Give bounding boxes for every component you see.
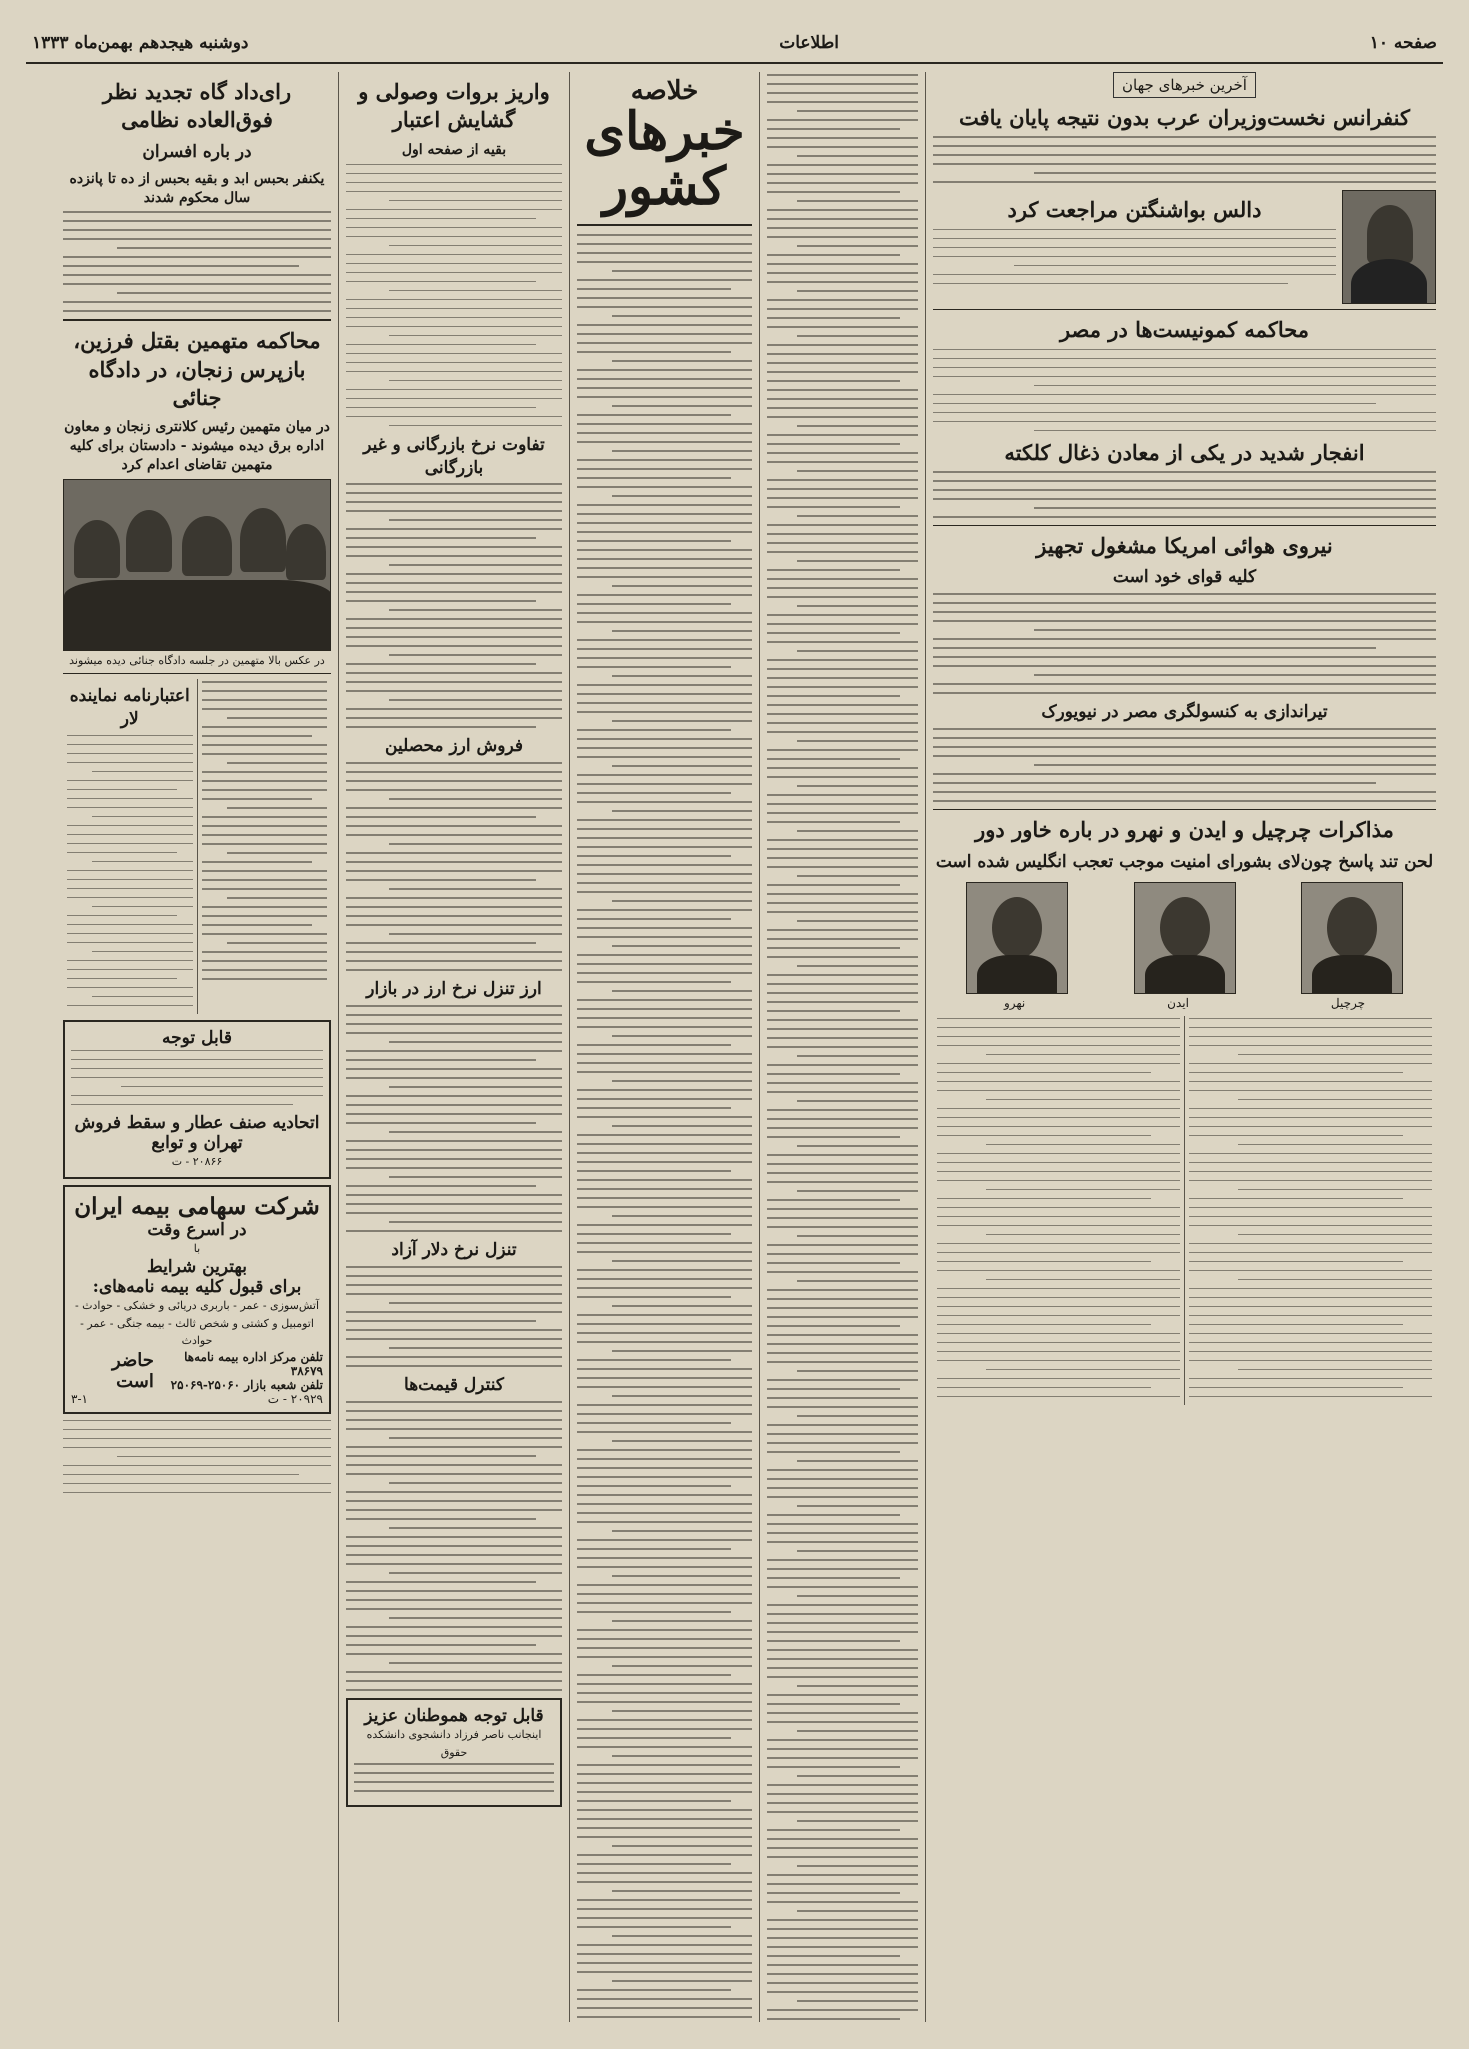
court-photo-caption: در عکس بالا متهمین در جلسه دادگاه جنائی دیده میشوند	[69, 654, 325, 668]
page-number: صفحه ۱۰	[1369, 33, 1437, 53]
insurance-company-name: شرکت سهامی بیمه ایران	[74, 1192, 320, 1220]
court-photo	[63, 479, 331, 651]
notice-compatriots-text: اینجانب ناصر فرزاد دانشجوی دانشکده حقوق	[366, 1728, 542, 1759]
article-body	[933, 593, 1436, 694]
paper-name: اطلاعات	[779, 33, 839, 53]
article-body	[767, 74, 918, 2022]
article-body	[933, 229, 1336, 285]
name-nehru: نهرو	[1003, 995, 1026, 1010]
headline-currency-drop: ارز تنزل نرخ ارز در بازار	[366, 979, 542, 1000]
headline-far-east-talks: مذاکرات چرچیل و ایدن و نهرو در باره خاور دور	[975, 817, 1394, 843]
notice-compatriots-title: قابل توجه هموطنان عزیز	[364, 1706, 544, 1727]
headline-bills-credit-sub: بقیه از صفحه اول	[401, 141, 507, 158]
headline-dulles-returns: دالس بواشنگتن مراجعت کرد	[1007, 197, 1262, 223]
article-body	[63, 211, 331, 312]
headline-us-air-force: نیروی هوائی امریکا مشغول تجهیز	[1036, 533, 1333, 559]
notice-herbalists-title: قابل توجه	[162, 1027, 232, 1048]
headline-egypt-communists: محاکمه کمونیست‌ها در مصر	[1059, 317, 1310, 343]
headline-military-court: رای‌داد گاه تجدید نظر فوق‌العاده نظامی	[102, 79, 292, 133]
insurance-line2: با	[193, 1241, 201, 1255]
article-body	[346, 483, 562, 728]
article-body	[933, 728, 1436, 802]
insurance-types: آتش‌سوزی - عمر - باربری دریائی و خشکی - حوادث - اتومبیل و کشتی و شخص ثالث - بیمه جنگی - عمر - حوادث	[74, 1299, 320, 1348]
headline-military-court-sub: در باره افسران	[142, 141, 252, 162]
headline-lar-deputy: اعتبارنامه نماینده لار	[69, 686, 190, 730]
headline-arab-conference: کنفرانس نخست‌وزیران عرب بدون نتیجه پایان یافت	[958, 105, 1411, 130]
article-body	[933, 349, 1436, 432]
masthead	[26, 30, 1443, 64]
far-east-article	[933, 1016, 1436, 1405]
insurance-ready: حاضر است	[112, 1349, 154, 1392]
insurance-code: ۲۰۹۲۹ - ت	[267, 1391, 323, 1406]
headline-military-court-sub2: یکنفر بحبس ابد و بقیه بحبس از ده تا پانزده سال محکوم شدند	[69, 170, 325, 206]
headline-dollar-drop: تنزل نرخ دلار آزاد	[391, 1240, 517, 1261]
column-currency	[338, 72, 569, 2022]
article-body	[346, 1266, 562, 1367]
headline-rate-difference: تفاوت نرخ بازرگانی و غیر بازرگانی	[363, 434, 545, 478]
insurance-phone-main: تلفن مرکز اداره بیمه نامه‌ها ۳۸۶۷۹	[184, 1349, 323, 1378]
insurance-phone-bazaar: تلفن شعبه بازار ۲۵۰۶۰-۲۵۰۶۹	[170, 1377, 323, 1392]
portrait-eden	[1134, 882, 1236, 994]
insurance-ad	[63, 1185, 331, 1414]
name-eden: ایدن	[1167, 995, 1189, 1010]
name-churchill: چرچیل	[1330, 995, 1366, 1010]
article-body	[63, 1420, 331, 1494]
article-body	[346, 1401, 562, 1691]
domestic-news-title-small: خلاصه	[630, 76, 699, 106]
insurance-line1: در اسرع وقت	[147, 1219, 247, 1240]
domestic-news-title	[577, 72, 752, 226]
headline-student-currency: فروش ارز محصلین	[385, 736, 523, 757]
page-columns	[26, 72, 1443, 2022]
insurance-line4: برای قبول کلیه بیمه نامه‌های:	[92, 1277, 302, 1298]
insurance-code2: ۳-۱	[71, 1391, 88, 1406]
headline-calcutta-mine: انفجار شدید در یکی از معادن ذغال کلکته	[1004, 439, 1365, 465]
notice-herbalists-code: ۲۰۸۶۶ - ت	[171, 1154, 223, 1168]
article-body	[933, 471, 1436, 518]
article-body	[346, 164, 562, 427]
headline-egypt-consulate: تیراندازی به کنسولگری مصر در نیویورک	[1041, 702, 1328, 723]
insurance-line3: بهترین شرایط	[147, 1257, 247, 1278]
column-domestic-continued	[759, 72, 925, 2022]
article-body	[346, 762, 562, 971]
world-news-box: آخرین خبرهای جهان	[1113, 72, 1256, 98]
headline-farzin-trial: محاکمه متهمین بقتل فرزین، بازپرس زنجان، در دادگاه جنائی	[73, 328, 321, 411]
portrait-nehru	[966, 882, 1068, 994]
article-body	[346, 1005, 562, 1232]
notice-herbalists-sign: اتحادیه صنف عطار و سقط فروش تهران و توابع	[74, 1112, 320, 1153]
headline-far-east-sub: لحن تند پاسخ چون‌لای بشورای امنیت موجب تعجب انگلیس شده است	[935, 851, 1434, 872]
column-courts	[56, 72, 338, 2022]
article-body	[933, 136, 1436, 183]
article-body	[67, 735, 193, 1007]
column-world-news	[925, 72, 1443, 2022]
column-domestic-news	[569, 72, 759, 2022]
article-body	[577, 234, 752, 2022]
headline-bills-credit: واریز بروات وصولی و گشایش اعتبار	[358, 79, 550, 133]
dulles-photo	[1342, 190, 1436, 304]
article-body	[202, 681, 328, 980]
headline-us-air-force-sub: کلیه قوای خود است	[1112, 567, 1257, 588]
notice-compatriots	[346, 1698, 562, 1807]
portrait-names	[933, 996, 1436, 1010]
portrait-churchill	[1301, 882, 1403, 994]
domestic-news-title-main: خبرهای کشور	[584, 101, 745, 217]
headline-price-control: کنترل قیمت‌ها	[404, 1375, 504, 1396]
leaders-portraits	[933, 882, 1436, 994]
headline-farzin-trial-sub: در میان متهمین رئیس کلانتری زنجان و معاون اداره برق دیده میشوند - دادستان برای کلیه متهمین تقاضای اعدام کرد	[64, 419, 330, 474]
notice-herbalists	[63, 1020, 331, 1179]
issue-date: دوشنبه هیجدهم بهمن‌ماه ۱۳۳۳	[32, 33, 249, 53]
